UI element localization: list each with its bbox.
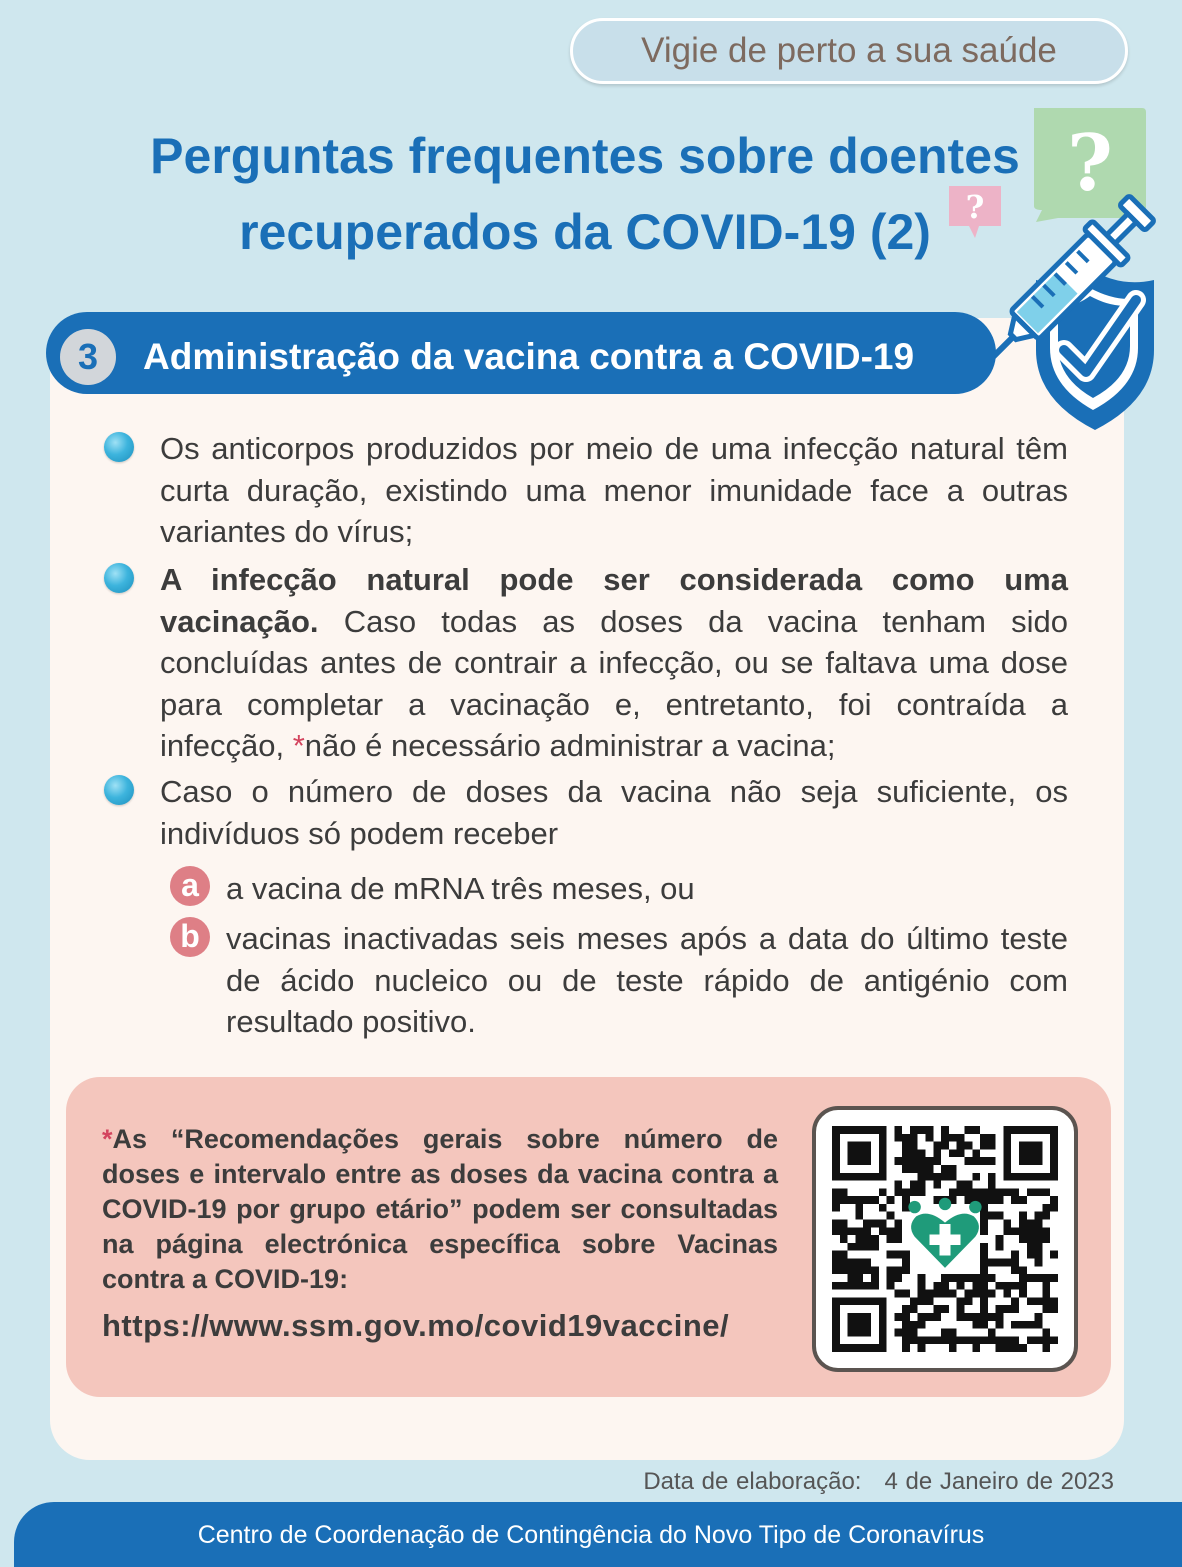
point-2-rest: Caso todas as doses da vacina tenham sido concluídas antes de contrair a infecção, ou se faltava uma dose para completar a vacinação e, entretanto, foi contraída a infecção, (160, 603, 1068, 763)
asterisk-mark: * (292, 728, 305, 763)
date-value: 4 de Janeiro de 2023 (884, 1468, 1114, 1495)
title-line-2: recuperados da COVID-19 (2) (239, 204, 931, 260)
vaccine-url-link[interactable]: https://www.ssm.gov.mo/covid19vaccine/ (102, 1308, 730, 1343)
svg-text:?: ? (965, 188, 985, 226)
point-2-text (160, 559, 1068, 767)
note-text (102, 1122, 778, 1297)
creation-date (643, 1468, 1114, 1496)
sub-point-b-badge: b (170, 917, 210, 957)
note-body: As “Recomendações gerais sobre número de doses e intervalo entre as doses da vacina contra a COVID-19 por grupo etário” podem ser consultadas na página electrónica específica sobre Vacinas contra a COVID-19: (102, 1124, 778, 1294)
section-number: 3 (60, 329, 116, 385)
health-logo-icon (908, 1198, 981, 1268)
bullet-icon (104, 775, 134, 805)
asterisk-mark: * (102, 1124, 113, 1154)
point-2-bold: A infecção natural pode ser considerada como uma vacinação. (160, 562, 1068, 639)
footer-text: Centro de Coordenação de Contingência do Novo Tipo de Coronavírus (197, 1521, 985, 1549)
title-line-1: Perguntas frequentes sobre doentes (150, 128, 1020, 184)
qr-code (832, 1126, 1058, 1352)
bullet-icon (104, 432, 134, 462)
point-3-text: Caso o número de doses da vacina não seja suficiente, os indivíduos só podem receber (160, 774, 1068, 851)
section-title: Administração da vacina contra a COVID-19 (143, 336, 915, 377)
sub-point-b-text: vacinas inactivadas seis meses após a data do último teste de ácido nucleico ou de teste rápido de antigénio com resultado positivo. (226, 921, 1068, 1039)
date-label: Data de elaboração: (643, 1468, 862, 1495)
svg-text:?: ? (1067, 118, 1113, 209)
sub-point-a-badge: a (170, 866, 210, 906)
sub-point-a-text: a vacina de mRNA três meses, ou (226, 871, 695, 906)
point-2-end: não é necessário administrar a vacina; (304, 728, 836, 763)
bullet-icon (104, 563, 134, 593)
point-1-text: Os anticorpos produzidos por meio de uma infecção natural têm curta duração, existindo uma menor imunidade face a outras variantes do vírus; (160, 431, 1068, 549)
syringe-icon (940, 180, 1170, 440)
header-tag: Vigie de perto a sua saúde (570, 18, 1128, 84)
